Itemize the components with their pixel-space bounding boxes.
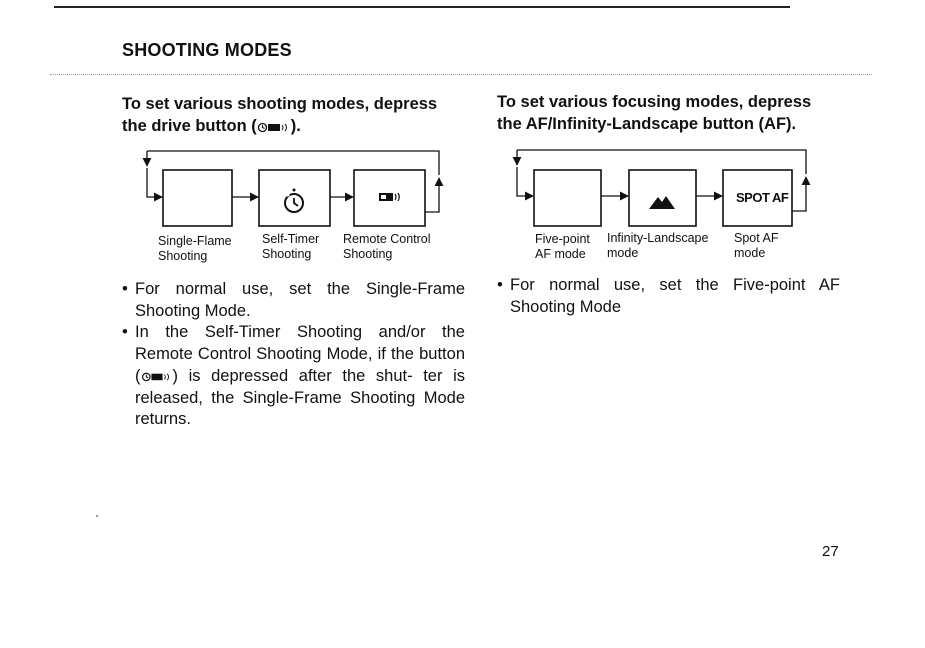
single-frame-label-line2: Shooting (158, 249, 208, 263)
focus-subheading-line2: the AF/Infinity-Landscape button (AF). (497, 115, 797, 133)
bullet-text: For normal use, set the Five-point AF Shooting Mode (510, 276, 840, 316)
drive-subheading-line1: To set various shooting modes, depress (122, 95, 438, 113)
remote-control-label-line1: Remote Control (343, 232, 431, 246)
focus-loop-entry-arrow (517, 167, 533, 196)
spot-af-icon: SPOT AF (736, 190, 789, 205)
bullet-dot: • (497, 276, 503, 294)
drive-subheading-line2: the drive button ( (122, 117, 257, 135)
single-frame-label-line1: Single-Flame (158, 234, 232, 248)
spot-af-label (734, 231, 778, 261)
drive-notes-list (122, 279, 465, 431)
drive-mode-cycle-diagram (147, 151, 439, 226)
bullet-button-prefix: button ( (135, 345, 465, 385)
self-timer-label-line1: Self-Timer (262, 232, 320, 246)
five-point-label-line1: Five-point (535, 232, 590, 246)
drive-loop-entry-arrow (147, 168, 162, 197)
page-number: 27 (822, 543, 839, 560)
infinity-landscape-box (629, 170, 696, 226)
return-line-left (425, 178, 439, 212)
bullet-dot: • (122, 280, 128, 298)
return-line-right (792, 177, 806, 211)
single-frame-box (163, 170, 232, 226)
spot-af-label-line2: mode (734, 246, 766, 260)
infinity-landscape-label (607, 231, 708, 261)
list-item (122, 322, 465, 431)
spot-af-label-line1: Spot AF (734, 231, 779, 245)
bullet-line: Shooting Mode returns. (135, 388, 466, 429)
infinity-landscape-label-line1: Infinity-Landscape (607, 231, 709, 245)
self-timer-label (262, 232, 319, 262)
drive-subheading-close: ). (290, 117, 301, 135)
five-point-label (535, 232, 590, 262)
remote-control-label (343, 232, 431, 262)
remote-control-label-line2: Shooting (343, 247, 393, 261)
infinity-landscape-label-line2: mode (607, 246, 639, 260)
bullet-line: ter is released, the Single-Frame (135, 366, 465, 407)
scan-speck (96, 515, 98, 517)
five-point-box (534, 170, 601, 226)
drive-button-icon (141, 370, 173, 383)
bullet-text: In the Self-Timer Shooting and/or the Remote Control Shooting Mode, if the (135, 323, 465, 364)
self-timer-label-line2: Shooting (262, 247, 312, 261)
bullet-dot: • (122, 323, 128, 342)
focus-mode-cycle-diagram (517, 150, 806, 226)
page-title: SHOOTING MODES (122, 40, 292, 60)
focus-subheading-line1: To set various focusing modes, depress (497, 93, 812, 111)
bullet-text: For normal use, set the Single-Frame Shooting Mode. (135, 280, 465, 320)
bullet-rest: ) is depressed after the shut- (172, 366, 413, 385)
focus-notes-list (497, 275, 840, 318)
list-item (497, 275, 840, 318)
five-point-label-line2: AF mode (535, 247, 586, 261)
list-item (122, 279, 465, 322)
single-frame-label (158, 234, 232, 264)
